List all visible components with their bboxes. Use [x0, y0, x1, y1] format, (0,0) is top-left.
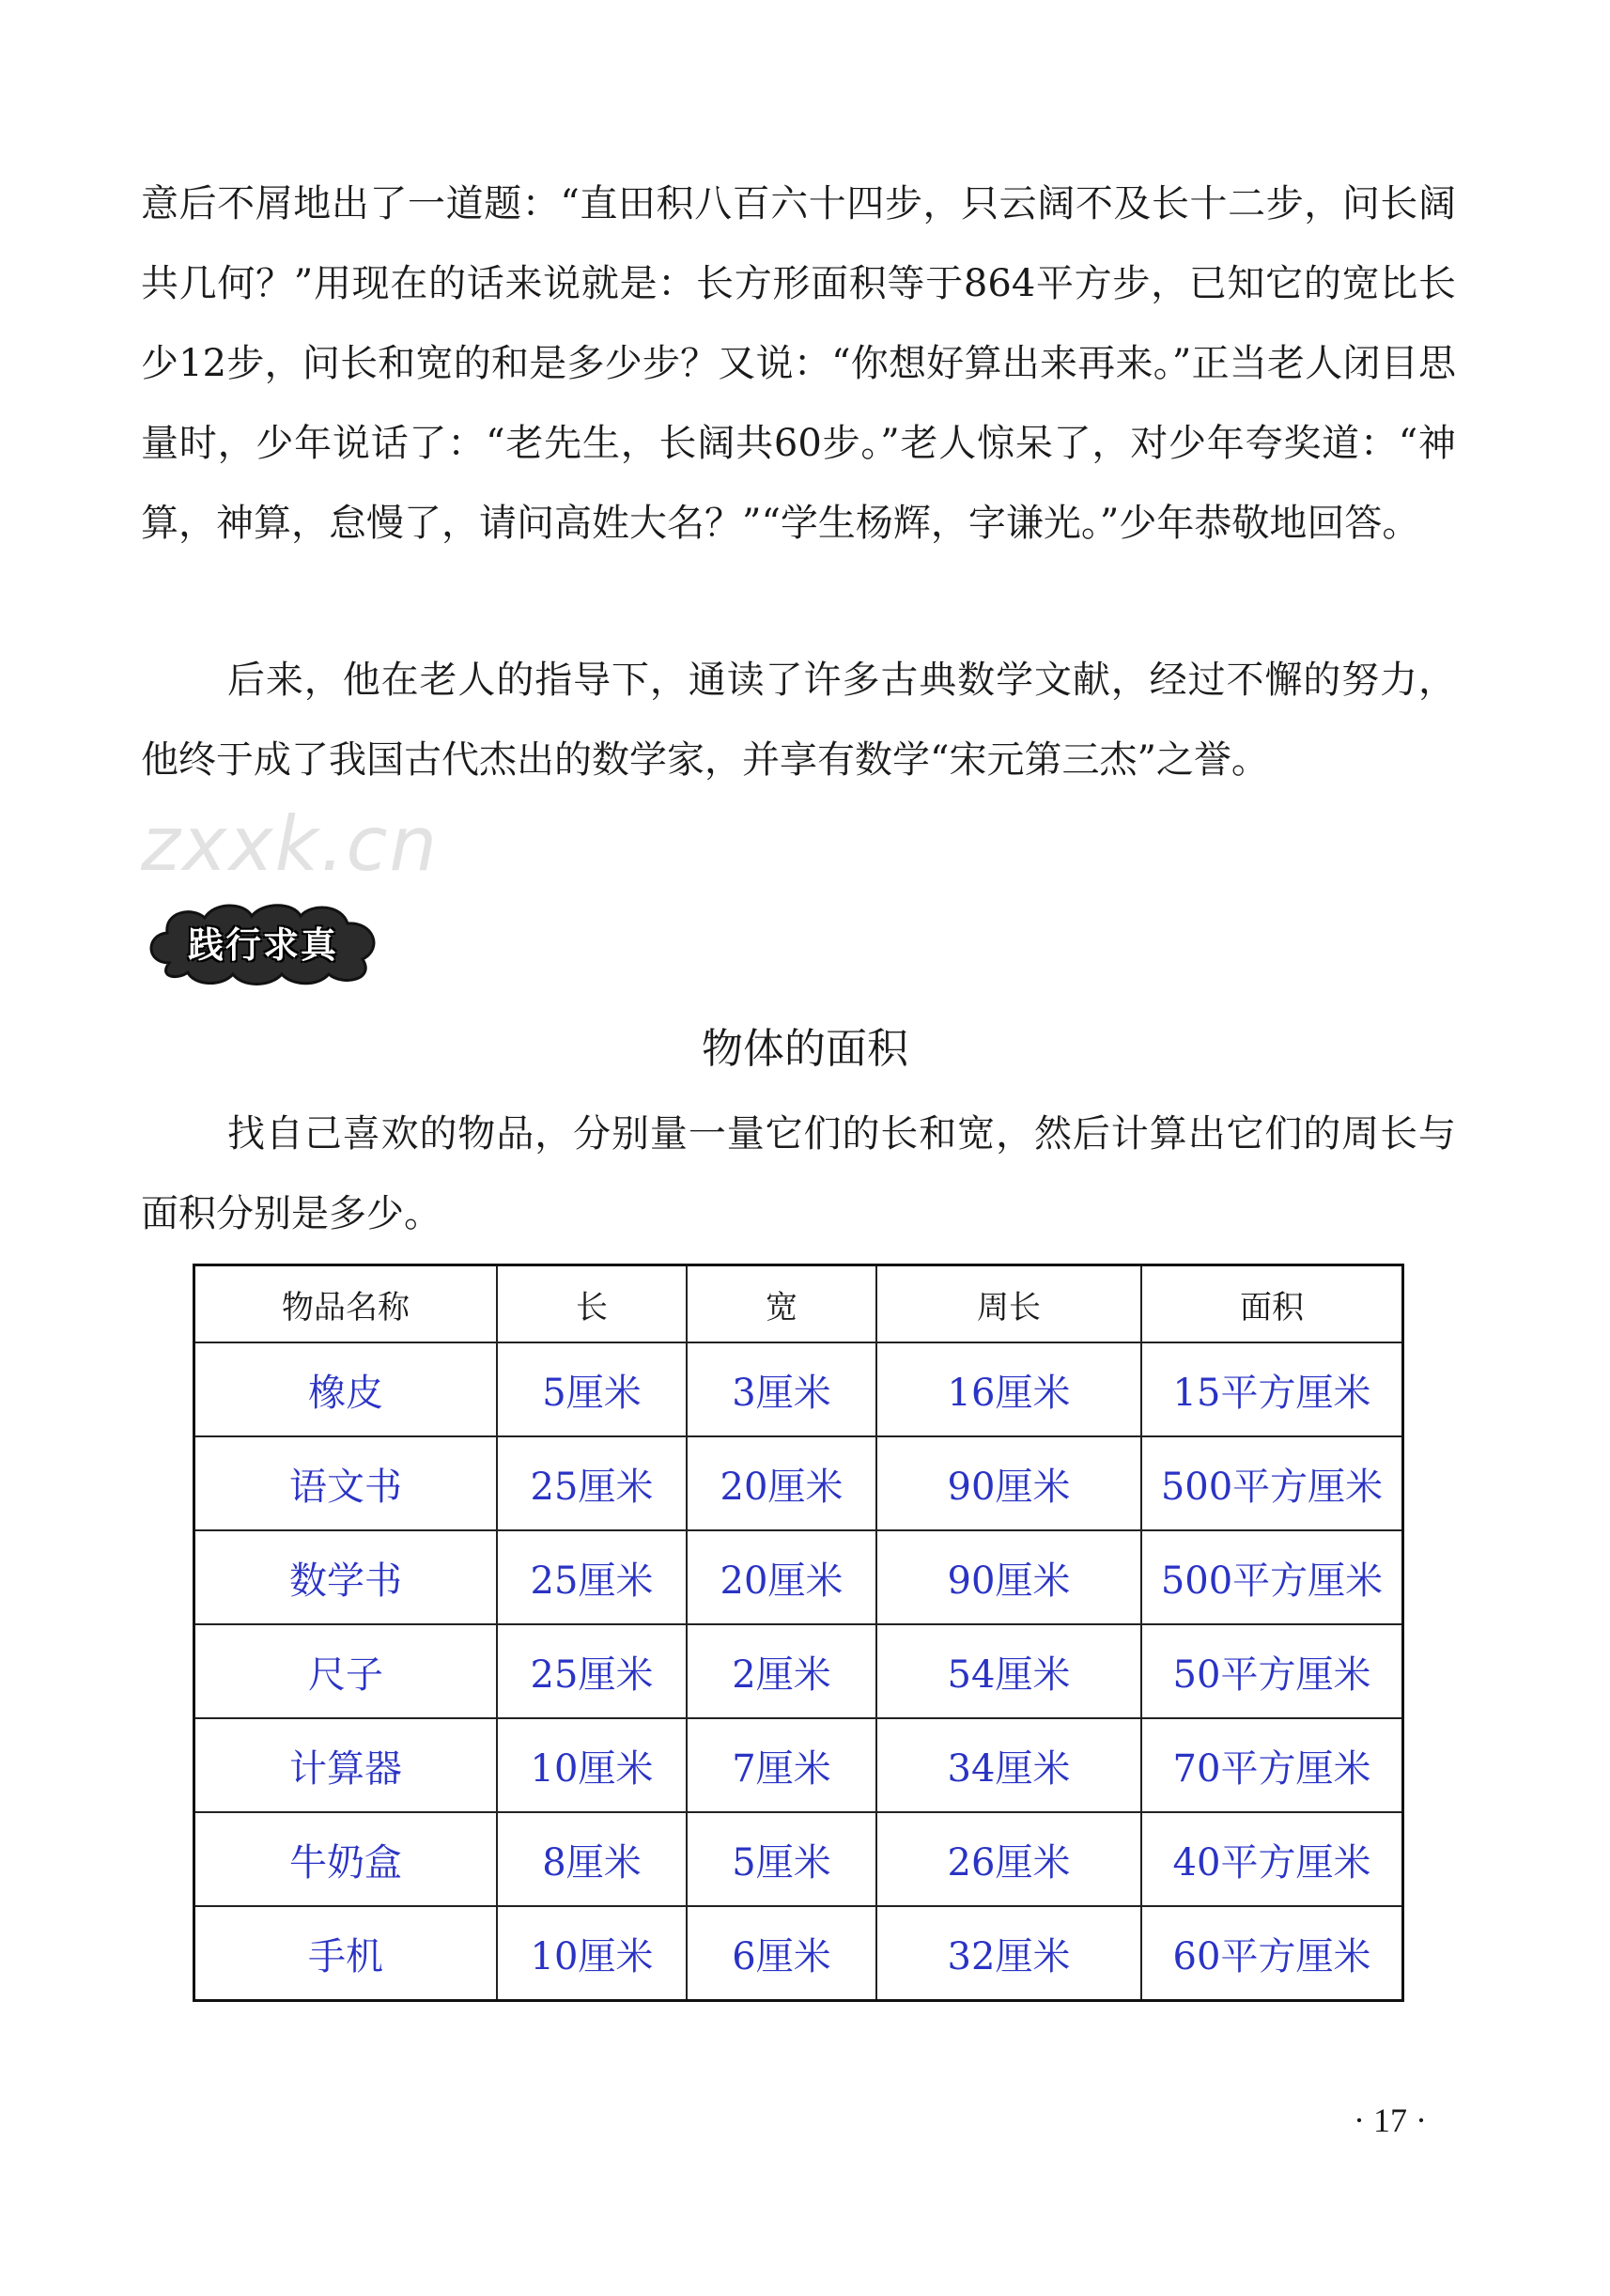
story-paragraph-1: 意后不屑地出了一道题：“直田积八百六十四步，只云阔不及长十二步，问长阔共几何？”用现在的话来说就是：长方形面积等于864平方步，已知它的宽比长少12步，问长和宽的和是多少步？又说：“你想好算出来再来。”正当老人闭目思量时，少年说话了：“老先生，长阔共60步。”老人惊呆了，对少年夸奖道：“神算，神算，怠慢了，请问高姓大名？”“学生杨辉，字谦光。”少年恭敬地回答。 — [141, 182, 1456, 545]
cell-perimeter: 16厘米 — [876, 1342, 1141, 1436]
cell-area: 15平方厘米 — [1141, 1342, 1403, 1436]
cell-width: 6厘米 — [687, 1906, 876, 2001]
measurement-table — [193, 1264, 1404, 2002]
table-row — [194, 1436, 1403, 1530]
cell-item-name: 橡皮 — [194, 1342, 498, 1436]
cell-perimeter: 26厘米 — [876, 1812, 1141, 1906]
cell-perimeter: 90厘米 — [876, 1436, 1141, 1530]
table-row — [194, 1812, 1403, 1906]
table-row — [194, 1906, 1403, 2001]
cell-area: 70平方厘米 — [1141, 1718, 1403, 1812]
cell-area: 50平方厘米 — [1141, 1624, 1403, 1718]
cell-length: 10厘米 — [497, 1718, 687, 1812]
cell-perimeter: 32厘米 — [876, 1906, 1141, 2001]
cell-length: 10厘米 — [497, 1906, 687, 2001]
cell-width: 20厘米 — [687, 1436, 876, 1530]
cell-length: 25厘米 — [497, 1436, 687, 1530]
cell-item-name: 尺子 — [194, 1624, 498, 1718]
cell-item-name: 手机 — [194, 1906, 498, 2001]
cell-length: 25厘米 — [497, 1624, 687, 1718]
cell-area: 500平方厘米 — [1141, 1530, 1403, 1624]
cell-perimeter: 34厘米 — [876, 1718, 1141, 1812]
section-badge — [141, 897, 385, 986]
table-row — [194, 1624, 1403, 1718]
cell-perimeter: 54厘米 — [876, 1624, 1141, 1718]
instruction-paragraph: 找自己喜欢的物品，分别量一量它们的长和宽，然后计算出它们的周长与面积分别是多少。 — [141, 1112, 1456, 1235]
cell-area: 500平方厘米 — [1141, 1436, 1403, 1530]
header-area: 面积 — [1141, 1265, 1403, 1343]
section-badge-label: 践行求真 — [187, 924, 338, 966]
header-perimeter: 周长 — [876, 1265, 1141, 1343]
table-row — [194, 1342, 1403, 1436]
page-number: · 17 · — [1354, 2102, 1427, 2139]
cell-item-name: 语文书 — [194, 1436, 498, 1530]
table-row — [194, 1530, 1403, 1624]
header-width: 宽 — [687, 1265, 876, 1343]
table-row — [194, 1718, 1403, 1812]
cell-area: 40平方厘米 — [1141, 1812, 1403, 1906]
cell-length: 8厘米 — [497, 1812, 687, 1906]
watermark: zxxk.cn — [141, 800, 440, 888]
cell-length: 5厘米 — [497, 1342, 687, 1436]
cell-length: 25厘米 — [497, 1530, 687, 1624]
cell-width: 20厘米 — [687, 1530, 876, 1624]
cell-item-name: 数学书 — [194, 1530, 498, 1624]
table-header-row — [194, 1265, 1403, 1343]
cell-area: 60平方厘米 — [1141, 1906, 1403, 2001]
cell-perimeter: 90厘米 — [876, 1530, 1141, 1624]
cell-width: 7厘米 — [687, 1718, 876, 1812]
cell-width: 2厘米 — [687, 1624, 876, 1718]
header-item-name: 物品名称 — [194, 1265, 498, 1343]
story-paragraph-2: 后来，他在老人的指导下，通读了许多古典数学文献，经过不懈的努力，他终于成了我国古代杰出的数学家，并享有数学“宋元第三杰”之誉。 — [141, 659, 1456, 782]
cell-item-name: 牛奶盒 — [194, 1812, 498, 1906]
cell-width: 5厘米 — [687, 1812, 876, 1906]
cell-width: 3厘米 — [687, 1342, 876, 1436]
cell-item-name: 计算器 — [194, 1718, 498, 1812]
header-length: 长 — [497, 1265, 687, 1343]
section-title: 物体的面积 — [702, 1025, 908, 1073]
